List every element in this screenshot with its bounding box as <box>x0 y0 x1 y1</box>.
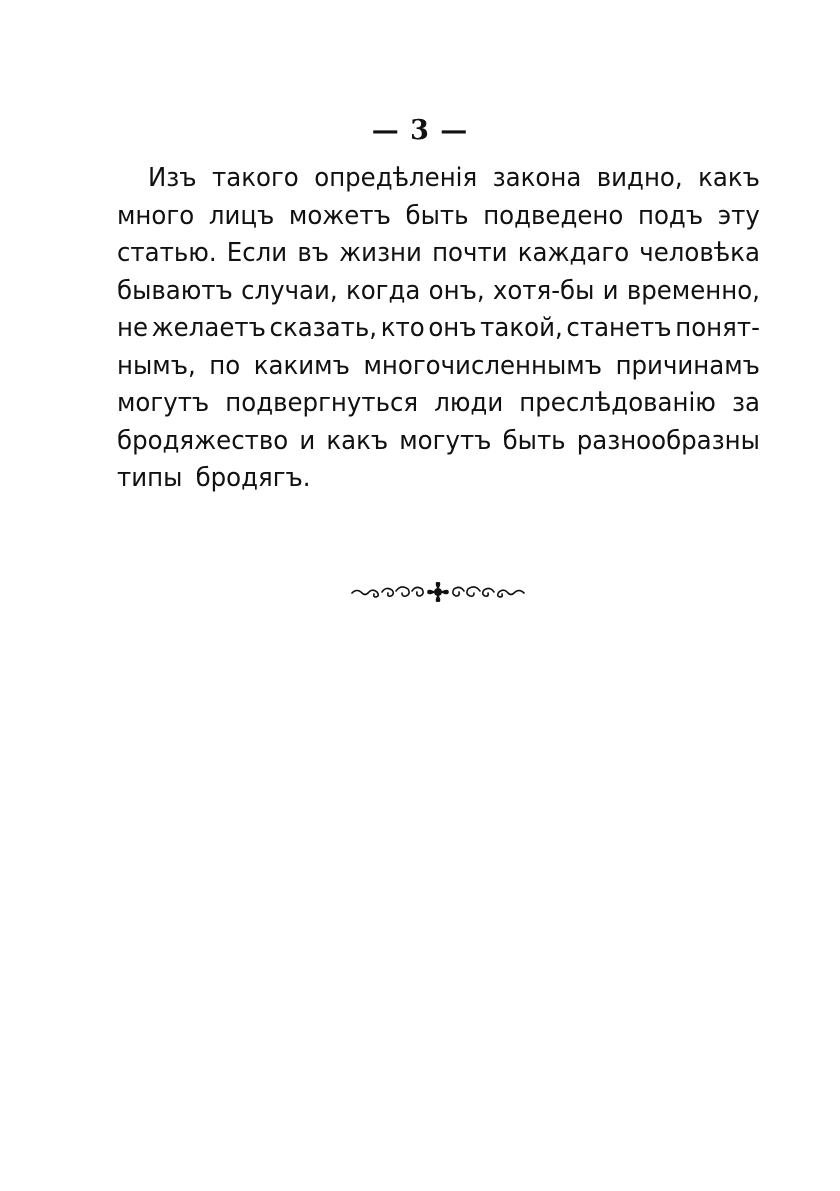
word: кто <box>380 313 425 343</box>
word: когда <box>345 275 421 306</box>
word: бродягъ. <box>195 463 311 493</box>
word: видно, <box>596 163 683 193</box>
word: станетъ <box>566 313 672 343</box>
word: лицъ <box>208 200 275 231</box>
word: бродяжество <box>117 425 289 456</box>
word: сказать, <box>269 313 378 343</box>
word: статью. <box>117 238 217 268</box>
word: бываютъ <box>117 275 233 306</box>
word: Если <box>226 238 288 268</box>
word: разнообразны <box>576 425 760 456</box>
word: случаи, <box>241 275 338 306</box>
word: можетъ <box>288 200 391 231</box>
word: могутъ <box>399 425 492 456</box>
word: жизни <box>339 238 422 268</box>
text-line <box>117 385 760 423</box>
word: подъ <box>637 200 704 231</box>
floral-tailpiece-icon <box>350 582 526 602</box>
word: быть <box>502 425 566 456</box>
word: подведено <box>483 200 624 231</box>
word: почти <box>432 238 508 268</box>
text-line <box>117 198 760 236</box>
word: такой, <box>480 313 563 343</box>
text-line <box>117 235 760 273</box>
word: подвергнуться <box>225 388 419 418</box>
word: много <box>117 200 195 231</box>
word: причинамъ <box>615 350 760 381</box>
word: могутъ <box>117 388 210 418</box>
word: какимъ <box>253 350 350 381</box>
word: и <box>602 275 619 306</box>
word: временно, <box>626 275 760 306</box>
word: человѣка <box>639 238 760 268</box>
text-line <box>117 348 760 386</box>
text-line <box>117 460 760 498</box>
word: онъ, <box>428 275 485 306</box>
word: типы <box>117 463 183 493</box>
word: опредѣленія <box>314 163 478 193</box>
word: эту <box>717 200 760 231</box>
word: и <box>299 425 316 456</box>
text-line <box>117 273 760 311</box>
word: хотя-бы <box>492 275 595 306</box>
word: многочисленнымъ <box>363 350 603 381</box>
body-paragraph <box>117 160 760 498</box>
word: желаетъ <box>151 313 266 343</box>
word: не <box>117 313 149 343</box>
word: быть <box>405 200 469 231</box>
text-line <box>117 160 760 198</box>
word: въ <box>297 238 330 268</box>
word: по <box>209 350 241 381</box>
word: закона <box>492 163 582 193</box>
word: какъ <box>698 163 760 193</box>
word: нымъ, <box>117 350 196 381</box>
word: какъ <box>326 425 389 456</box>
page-number: — 3 — <box>371 115 469 146</box>
text-line <box>117 310 760 348</box>
word: люди <box>434 388 504 418</box>
word: каждаго <box>517 238 630 268</box>
word: преслѣдованію <box>519 388 716 418</box>
word: Изъ <box>148 163 197 193</box>
word: такого <box>212 163 299 193</box>
word: за <box>731 388 760 418</box>
word: понят- <box>675 313 760 343</box>
text-line <box>117 423 760 461</box>
word: онъ <box>428 313 477 343</box>
